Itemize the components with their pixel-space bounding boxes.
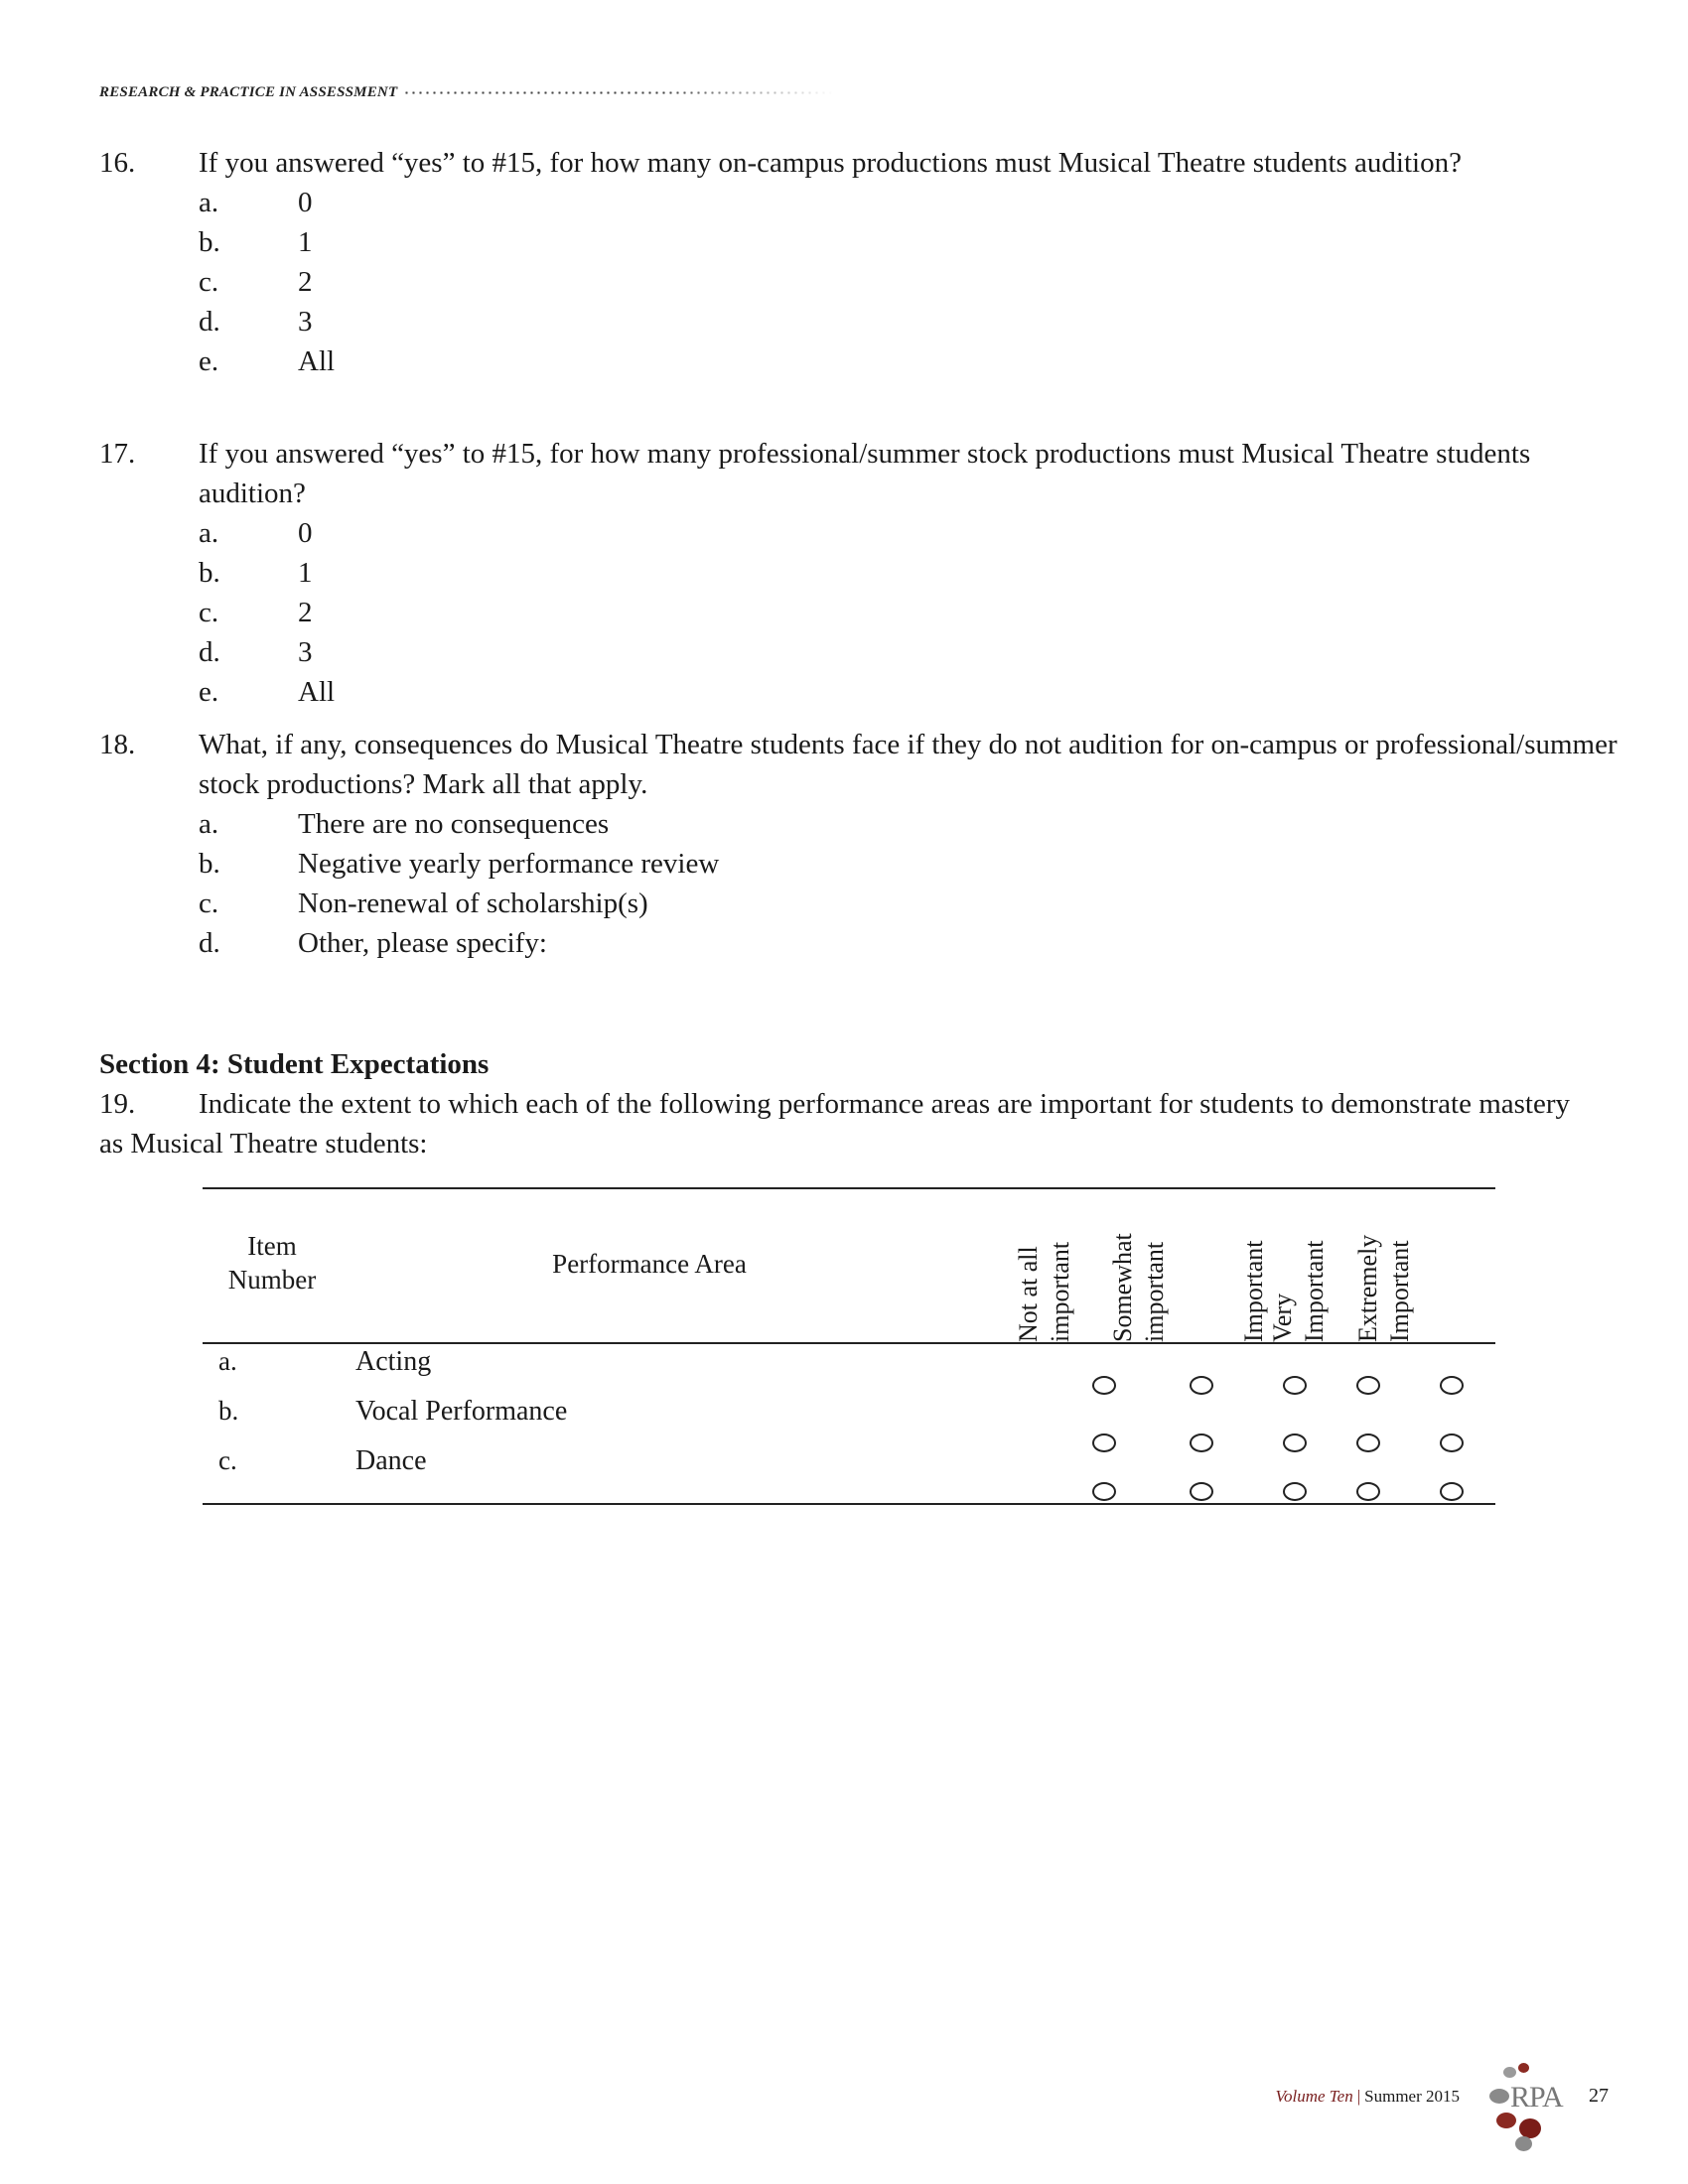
table-rule-mid <box>203 1342 1495 1344</box>
performance-area: Acting <box>355 1346 432 1377</box>
rating-radio-extremely[interactable] <box>1440 1482 1464 1501</box>
section-title: Section 4: Student Expectations <box>99 1048 490 1080</box>
option-letter: b. <box>199 848 220 880</box>
answer-options <box>99 513 1569 712</box>
option-text: 3 <box>298 306 313 338</box>
logo-dot <box>1515 2136 1532 2151</box>
answer-options <box>99 183 1569 381</box>
item-letter: c. <box>218 1445 237 1475</box>
footer-separator: | <box>1356 2087 1361 2106</box>
question-number: 16. <box>99 147 136 179</box>
rating-radio-important[interactable] <box>1283 1482 1307 1501</box>
scale-label: Somewhat important <box>1108 1233 1169 1342</box>
scale-label: Extremely Important <box>1353 1234 1414 1342</box>
rating-radio-extremely[interactable] <box>1440 1376 1464 1395</box>
option-letter: b. <box>199 557 220 589</box>
table-row <box>203 1396 1495 1445</box>
question-text: If you answered “yes” to #15, for how many on-campus productions must Musical Theatre students audition? <box>199 147 1462 179</box>
rating-radio-very[interactable] <box>1356 1482 1380 1501</box>
issue-info <box>1275 2087 1460 2107</box>
option[interactable] <box>199 262 1569 302</box>
answer-options <box>99 804 1569 963</box>
logo-dot <box>1518 2063 1529 2073</box>
option[interactable] <box>199 222 1569 262</box>
option[interactable] <box>199 553 1569 593</box>
option-letter: b. <box>199 226 220 258</box>
option-letter: a. <box>199 517 219 549</box>
logo-dot <box>1496 2113 1516 2128</box>
option[interactable] <box>199 632 1569 672</box>
column-header-item-number: Item Number <box>227 1231 317 1295</box>
table-row <box>203 1445 1495 1495</box>
option[interactable] <box>199 923 1569 963</box>
option-letter: e. <box>199 345 219 377</box>
rating-radio-somewhat[interactable] <box>1190 1482 1213 1501</box>
rating-table <box>203 1187 1495 1505</box>
rating-radio-very[interactable] <box>1356 1376 1380 1395</box>
option-text: All <box>298 345 336 377</box>
scale-label: Not at all important <box>1014 1241 1074 1342</box>
option[interactable] <box>199 183 1569 222</box>
option-text: 0 <box>298 187 313 218</box>
option[interactable] <box>199 884 1569 923</box>
item-letter: a. <box>218 1346 237 1376</box>
option[interactable] <box>199 513 1569 553</box>
option-text: 2 <box>298 597 313 628</box>
option-text: Non-renewal of scholarship(s) <box>298 887 648 919</box>
question-text: If you answered “yes” to #15, for how many professional/summer stock productions must Musical Theatre students audition? <box>199 438 1531 509</box>
column-header-performance-area: Performance Area <box>552 1249 747 1279</box>
running-header <box>99 81 834 103</box>
logo-dot <box>1519 2118 1541 2138</box>
question-17 <box>99 434 1569 712</box>
scale-label: Very Important <box>1268 1240 1329 1342</box>
option-text: 3 <box>298 636 313 668</box>
option-letter: d. <box>199 927 220 959</box>
rating-radio-important[interactable] <box>1283 1376 1307 1395</box>
option-letter: c. <box>199 266 219 298</box>
question-number: 18. <box>99 729 136 760</box>
question-number: 17. <box>99 438 136 470</box>
option[interactable] <box>199 302 1569 341</box>
option-text: Negative yearly performance review <box>298 848 720 880</box>
question-18 <box>99 725 1618 963</box>
rating-radio-not-at-all[interactable] <box>1092 1482 1116 1501</box>
question-number: 19. <box>99 1088 136 1120</box>
option-text: 1 <box>298 557 313 589</box>
option-letter: a. <box>199 808 219 840</box>
journal-title: RESEARCH & PRACTICE IN ASSESSMENT <box>99 83 398 100</box>
option-letter: c. <box>199 887 219 919</box>
logo-dot <box>1489 2089 1509 2104</box>
logo-wordmark: RPA <box>1510 2081 1563 2114</box>
question-text: Indicate the extent to which each of the following performance areas are important for students to demonstrate mastery as Musical Theatre students: <box>99 1088 1571 1160</box>
option[interactable] <box>199 844 1569 884</box>
performance-area: Dance <box>355 1445 427 1476</box>
issue-label: Summer 2015 <box>1364 2087 1460 2106</box>
page-number: 27 <box>1589 2085 1609 2107</box>
dotted-rule <box>403 91 834 94</box>
option-letter: c. <box>199 597 219 628</box>
option-text: 0 <box>298 517 313 549</box>
option-letter: e. <box>199 676 219 708</box>
option-text: 1 <box>298 226 313 258</box>
rating-radio-not-at-all[interactable] <box>1092 1376 1116 1395</box>
page-footer <box>1271 2067 1609 2156</box>
option-letter: d. <box>199 636 220 668</box>
option-text: All <box>298 676 336 708</box>
option[interactable] <box>199 672 1569 712</box>
option[interactable] <box>199 341 1569 381</box>
item-letter: b. <box>218 1396 239 1426</box>
option[interactable] <box>199 593 1569 632</box>
option[interactable] <box>199 804 1569 844</box>
rpa-logo <box>1489 2067 1569 2156</box>
option-text: 2 <box>298 266 313 298</box>
logo-dot <box>1503 2067 1516 2078</box>
question-19 <box>99 1084 1571 1163</box>
option-letter: d. <box>199 306 220 338</box>
table-row <box>203 1346 1495 1396</box>
volume-label: Volume Ten <box>1275 2087 1353 2106</box>
scale-label: Important <box>1239 1240 1268 1342</box>
performance-area: Vocal Performance <box>355 1396 568 1427</box>
table-rule-bottom <box>203 1503 1495 1505</box>
option-text: Other, please specify: <box>298 927 547 959</box>
option-text: There are no consequences <box>298 808 610 840</box>
question-text: What, if any, consequences do Musical Theatre students face if they do not audition for on-campus or professional/summer stock productions? Mark all that apply. <box>199 729 1618 800</box>
rating-radio-somewhat[interactable] <box>1190 1376 1213 1395</box>
question-16 <box>99 143 1569 381</box>
option-letter: a. <box>199 187 219 218</box>
